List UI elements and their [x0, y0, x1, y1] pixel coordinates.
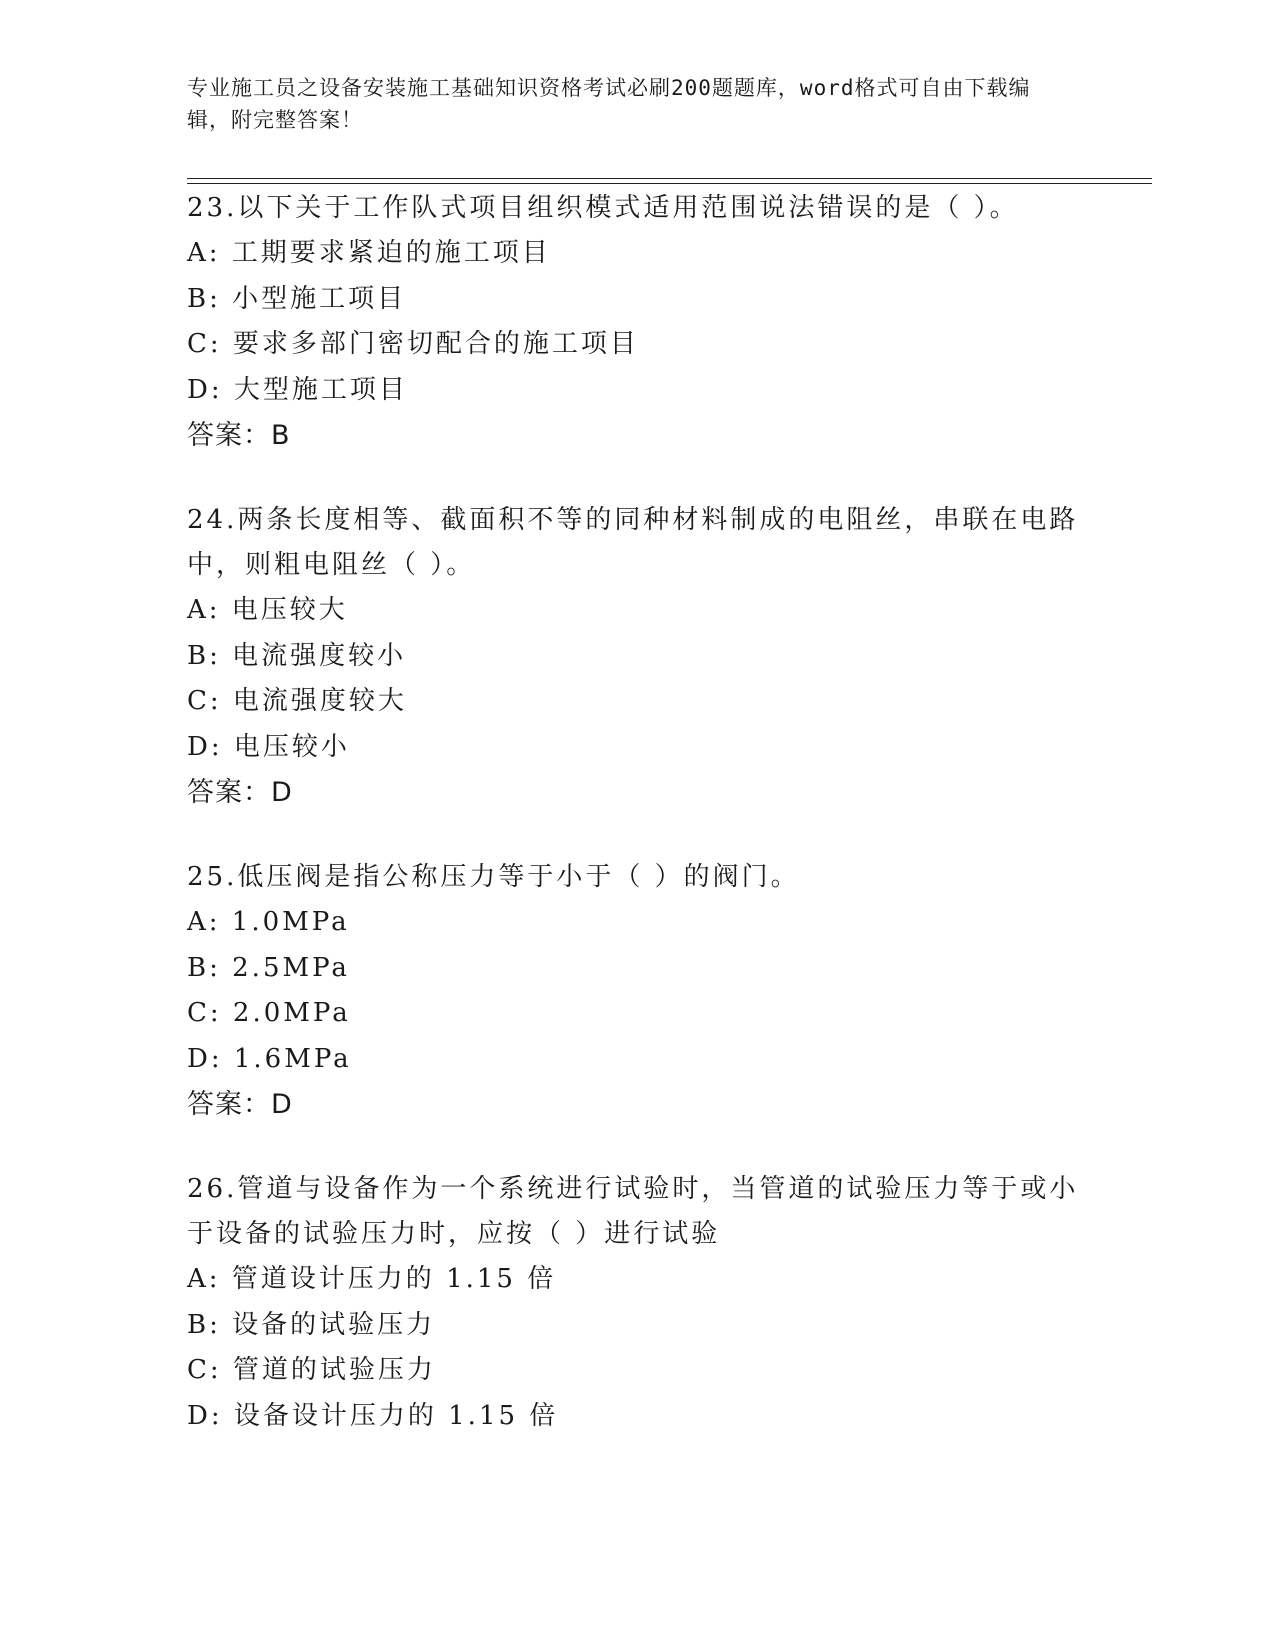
- option-a: A: 管道设计压力的 1.15 倍: [187, 1264, 557, 1294]
- option-d: D: 1.6MPa: [187, 1043, 352, 1074]
- option-b: B: 2.5MPa: [187, 952, 350, 983]
- question-stem: 25.低压阀是指公称压力等于小于（ ）的阀门。: [187, 862, 800, 892]
- option-a: A: 电压较大: [187, 595, 348, 625]
- option-a: A: 工期要求紧迫的施工项目: [187, 238, 551, 268]
- option-b: B: 设备的试验压力: [187, 1309, 436, 1340]
- document-header: 专业施工员之设备安装施工基础知识资格考试必刷200题题库，word格式可自由下载编辑，附完整答案！: [187, 76, 1031, 132]
- question-25: [187, 855, 1087, 1127]
- question-24: [187, 498, 1087, 815]
- question-23: [187, 186, 1087, 458]
- answer: 答案：D: [187, 1089, 293, 1120]
- option-d: D: 电压较小: [187, 731, 350, 762]
- option-c: C: 2.0MPa: [187, 998, 351, 1028]
- option-c: C: 管道的试验压力: [187, 1355, 436, 1385]
- question-stem: 26.管道与设备作为一个系统进行试验时，当管道的试验压力等于或小于设备的试验压力时，应按（ ）进行试验: [187, 1174, 1079, 1249]
- option-c: C: 电流强度较大: [187, 686, 407, 716]
- option-d: D: 设备设计压力的 1.15 倍: [187, 1400, 559, 1431]
- option-b: B: 小型施工项目: [187, 283, 407, 314]
- header-divider-bottom: [187, 183, 1152, 184]
- answer: 答案：D: [187, 777, 293, 808]
- header-divider-top: [187, 178, 1152, 179]
- question-stem: 23.以下关于工作队式项目组织模式适用范围说法错误的是（ ）。: [187, 193, 1019, 223]
- option-d: D: 大型施工项目: [187, 374, 408, 405]
- answer: 答案：B: [187, 420, 291, 451]
- question-list: [187, 186, 1087, 1479]
- option-c: C: 要求多部门密切配合的施工项目: [187, 329, 639, 359]
- option-a: A: 1.0MPa: [187, 907, 350, 937]
- question-stem: 24.两条长度相等、截面积不等的同种材料制成的电阻丝，串联在电路中，则粗电阻丝（ ）。: [187, 505, 1079, 580]
- option-b: B: 电流强度较小: [187, 640, 407, 671]
- question-26: [187, 1167, 1087, 1439]
